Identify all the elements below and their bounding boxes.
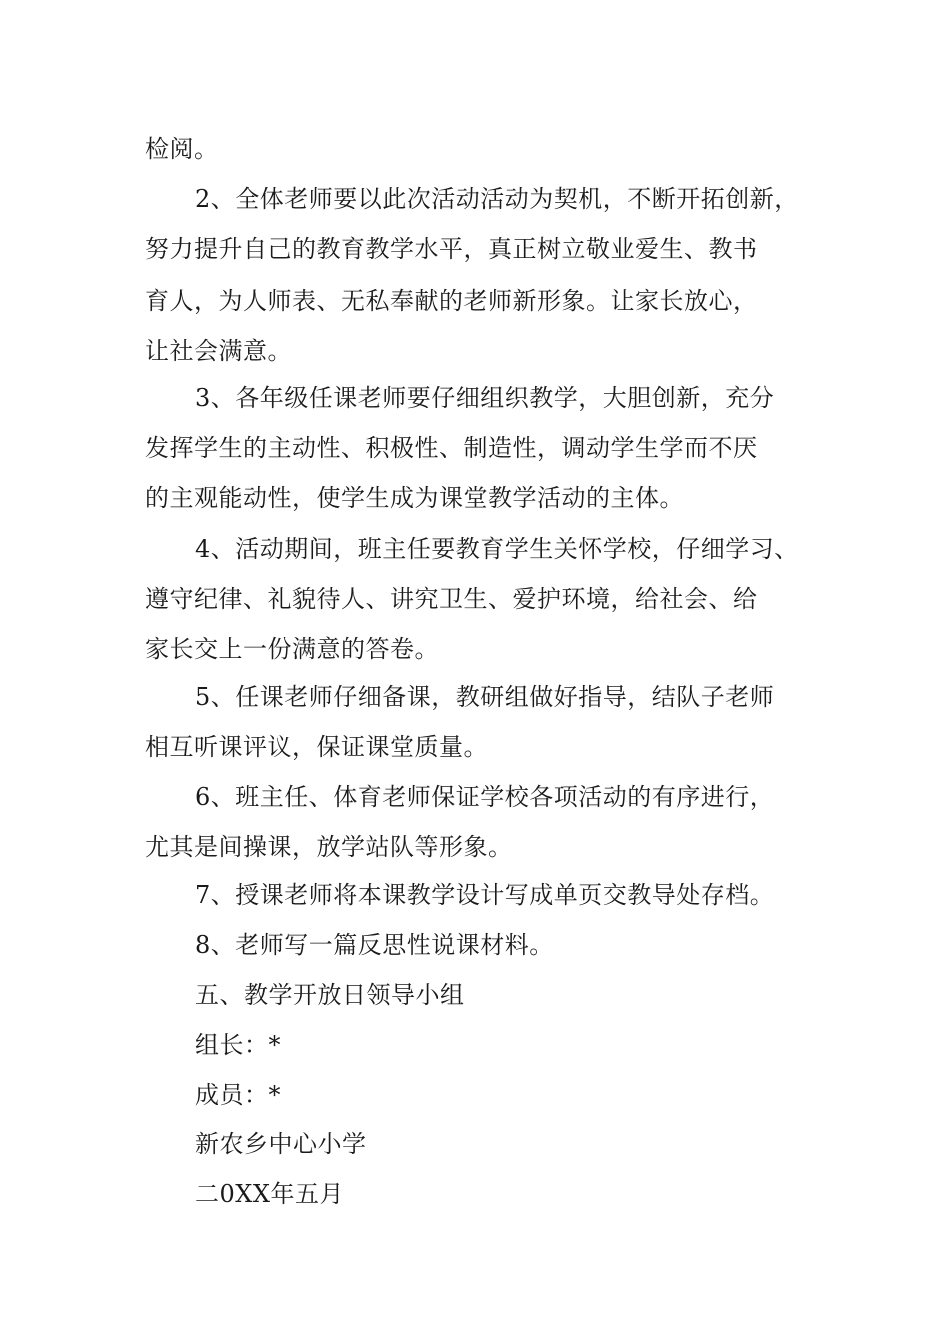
text-line: 遵守纪律、礼貌待人、讲究卫生、爱护环境，给社会、给	[145, 585, 758, 613]
text-line: 5、任课老师仔细备课，教研组做好指导，结队子老师	[195, 683, 775, 711]
text-line: 的主观能动性，使学生成为课堂教学活动的主体。	[145, 484, 684, 512]
text-line: 成员：*	[195, 1081, 281, 1109]
text-line: 2、全体老师要以此次活动活动为契机，不断开拓创新，	[195, 185, 799, 213]
text-line: 发挥学生的主动性、积极性、制造性，调动学生学而不厌	[145, 434, 758, 462]
text-line: 7、授课老师将本课教学设计写成单页交教导处存档。	[195, 881, 775, 909]
text-line: 检阅。	[145, 135, 219, 163]
section-heading: 五、教学开放日领导小组	[195, 981, 465, 1009]
text-line: 组长：*	[195, 1031, 281, 1059]
text-line: 6、班主任、体育老师保证学校各项活动的有序进行，	[195, 783, 775, 811]
text-line: 8、老师写一篇反思性说课材料。	[195, 931, 554, 959]
text-line: 努力提升自己的教育教学水平，真正树立敬业爱生、教书	[145, 235, 758, 263]
text-line: 相互听课评议，保证课堂质量。	[145, 733, 488, 761]
text-line: 4、活动期间，班主任要教育学生关怀学校，仔细学习、	[195, 535, 799, 563]
text-line: 家长交上一份满意的答卷。	[145, 635, 439, 663]
text-line: 3、各年级任课老师要仔细组织教学，大胆创新，充分	[195, 384, 775, 412]
text-line: 二0XX年五月	[195, 1180, 344, 1208]
text-line: 让社会满意。	[145, 337, 292, 365]
text-line: 新农乡中心小学	[195, 1130, 367, 1158]
text-line: 育人，为人师表、无私奉献的老师新形象。让家长放心，	[145, 287, 758, 315]
text-line: 尤其是间操课，放学站队等形象。	[145, 833, 513, 861]
